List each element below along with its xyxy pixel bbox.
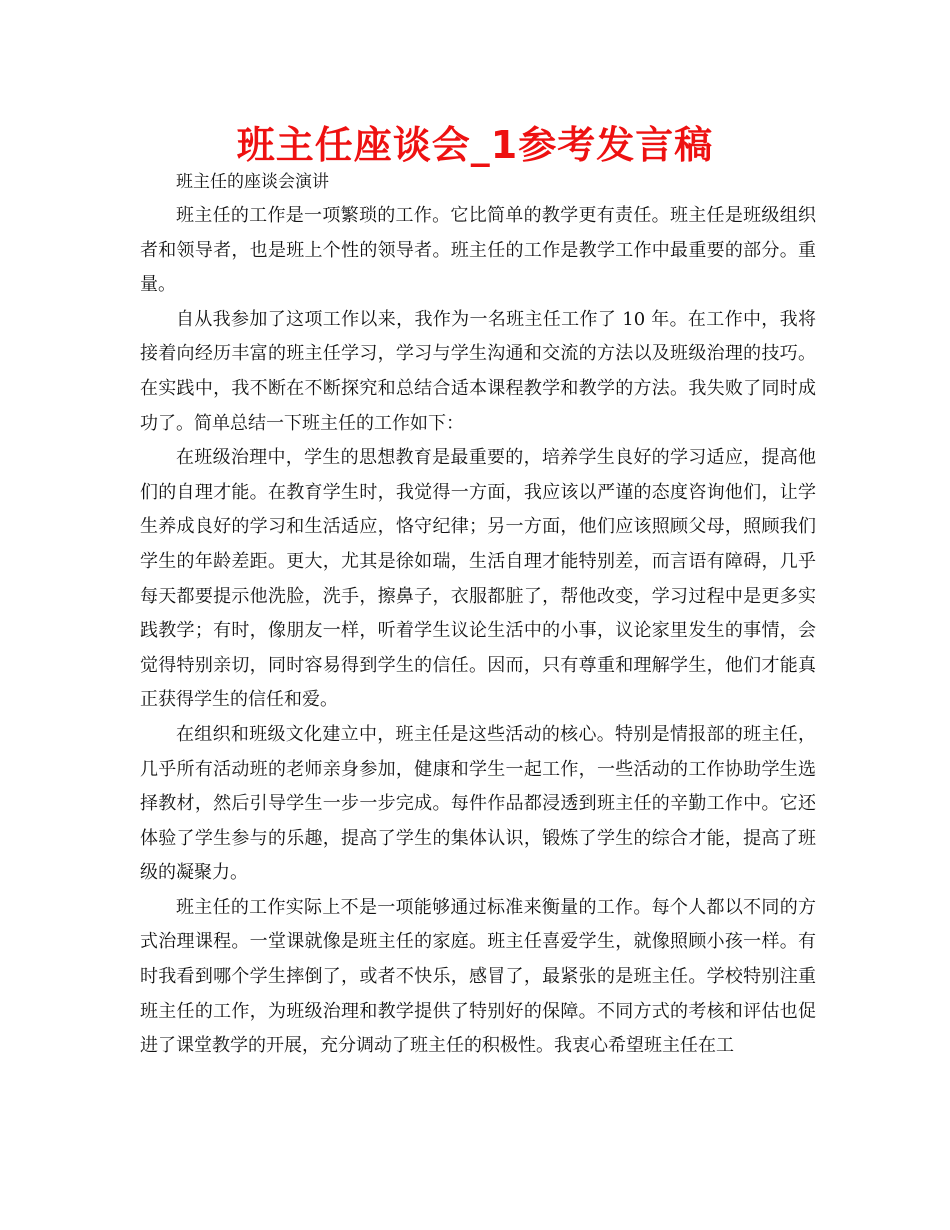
document-title: 班主任座谈会_1参考发言稿: [236, 123, 714, 167]
paragraph: 自从我参加了这项工作以来，我作为一名班主任工作了 10 年。在工作中，我将接着向经历丰富的班主任学习，学习与学生沟通和交流的方法以及班级治理的技巧。在实践中，我不断在不断探究和总结合适本课程教学和教学的方法。我失败了同时成功了。简单总结一下班主任的工作如下：: [140, 308, 816, 434]
paragraph: 班主任的工作是一项繁琐的工作。它比简单的教学更有责任。班主任是班级组织者和领导者，也是班上个性的领导者。班主任的工作是教学工作中最重要的部分。重量。: [140, 205, 816, 296]
document-body: [140, 199, 816, 1064]
paragraph: 班主任的工作实际上不是一项能够通过标准来衡量的工作。每个人都以不同的方式治理课程。一堂课就像是班主任的家庭。班主任喜爱学生，就像照顾小孩一样。有时我看到哪个学生摔倒了，或者不快乐，感冒了，最紧张的是班主任。学校特别注重班主任的工作，为班级治理和教学提供了特别好的保障。不同方式的考核和评估也促进了课堂教学的开展，充分调动了班主任的积极性。我衷心希望班主任在工: [140, 896, 816, 1057]
paragraph: 在组织和班级文化建立中，班主任是这些活动的核心。特别是情报部的班主任，几乎所有活动班的老师亲身参加，健康和学生一起工作，一些活动的工作协助学生选择教材，然后引导学生一步一步完成。每件作品都浸透到班主任的辛勤工作中。它还体验了学生参与的乐趣，提高了学生的集体认识，锻炼了学生的综合才能，提高了班级的凝聚力。: [140, 723, 816, 884]
paragraph: 在班级治理中，学生的思想教育是最重要的，培养学生良好的学习适应，提高他们的自理才能。在教育学生时，我觉得一方面，我应该以严谨的态度咨询他们，让学生养成良好的学习和生活适应，恪守纪律；另一方面，他们应该照顾父母，照顾我们学生的年龄差距。更大，尤其是徐如瑞，生活自理才能特别差，而言语有障碍，几乎每天都要提示他洗脸，洗手，擦鼻子，衣服都脏了，帮他改变，学习过程中是更多实践教学；有时，像朋友一样，听着学生议论生活中的小事，议论家里发生的事情，会觉得特别亲切，同时容易得到学生的信任。因而，只有尊重和理解学生，他们才能真正获得学生的信任和爱。: [140, 447, 816, 711]
document-subtitle: 班主任的座谈会演讲: [176, 172, 329, 192]
